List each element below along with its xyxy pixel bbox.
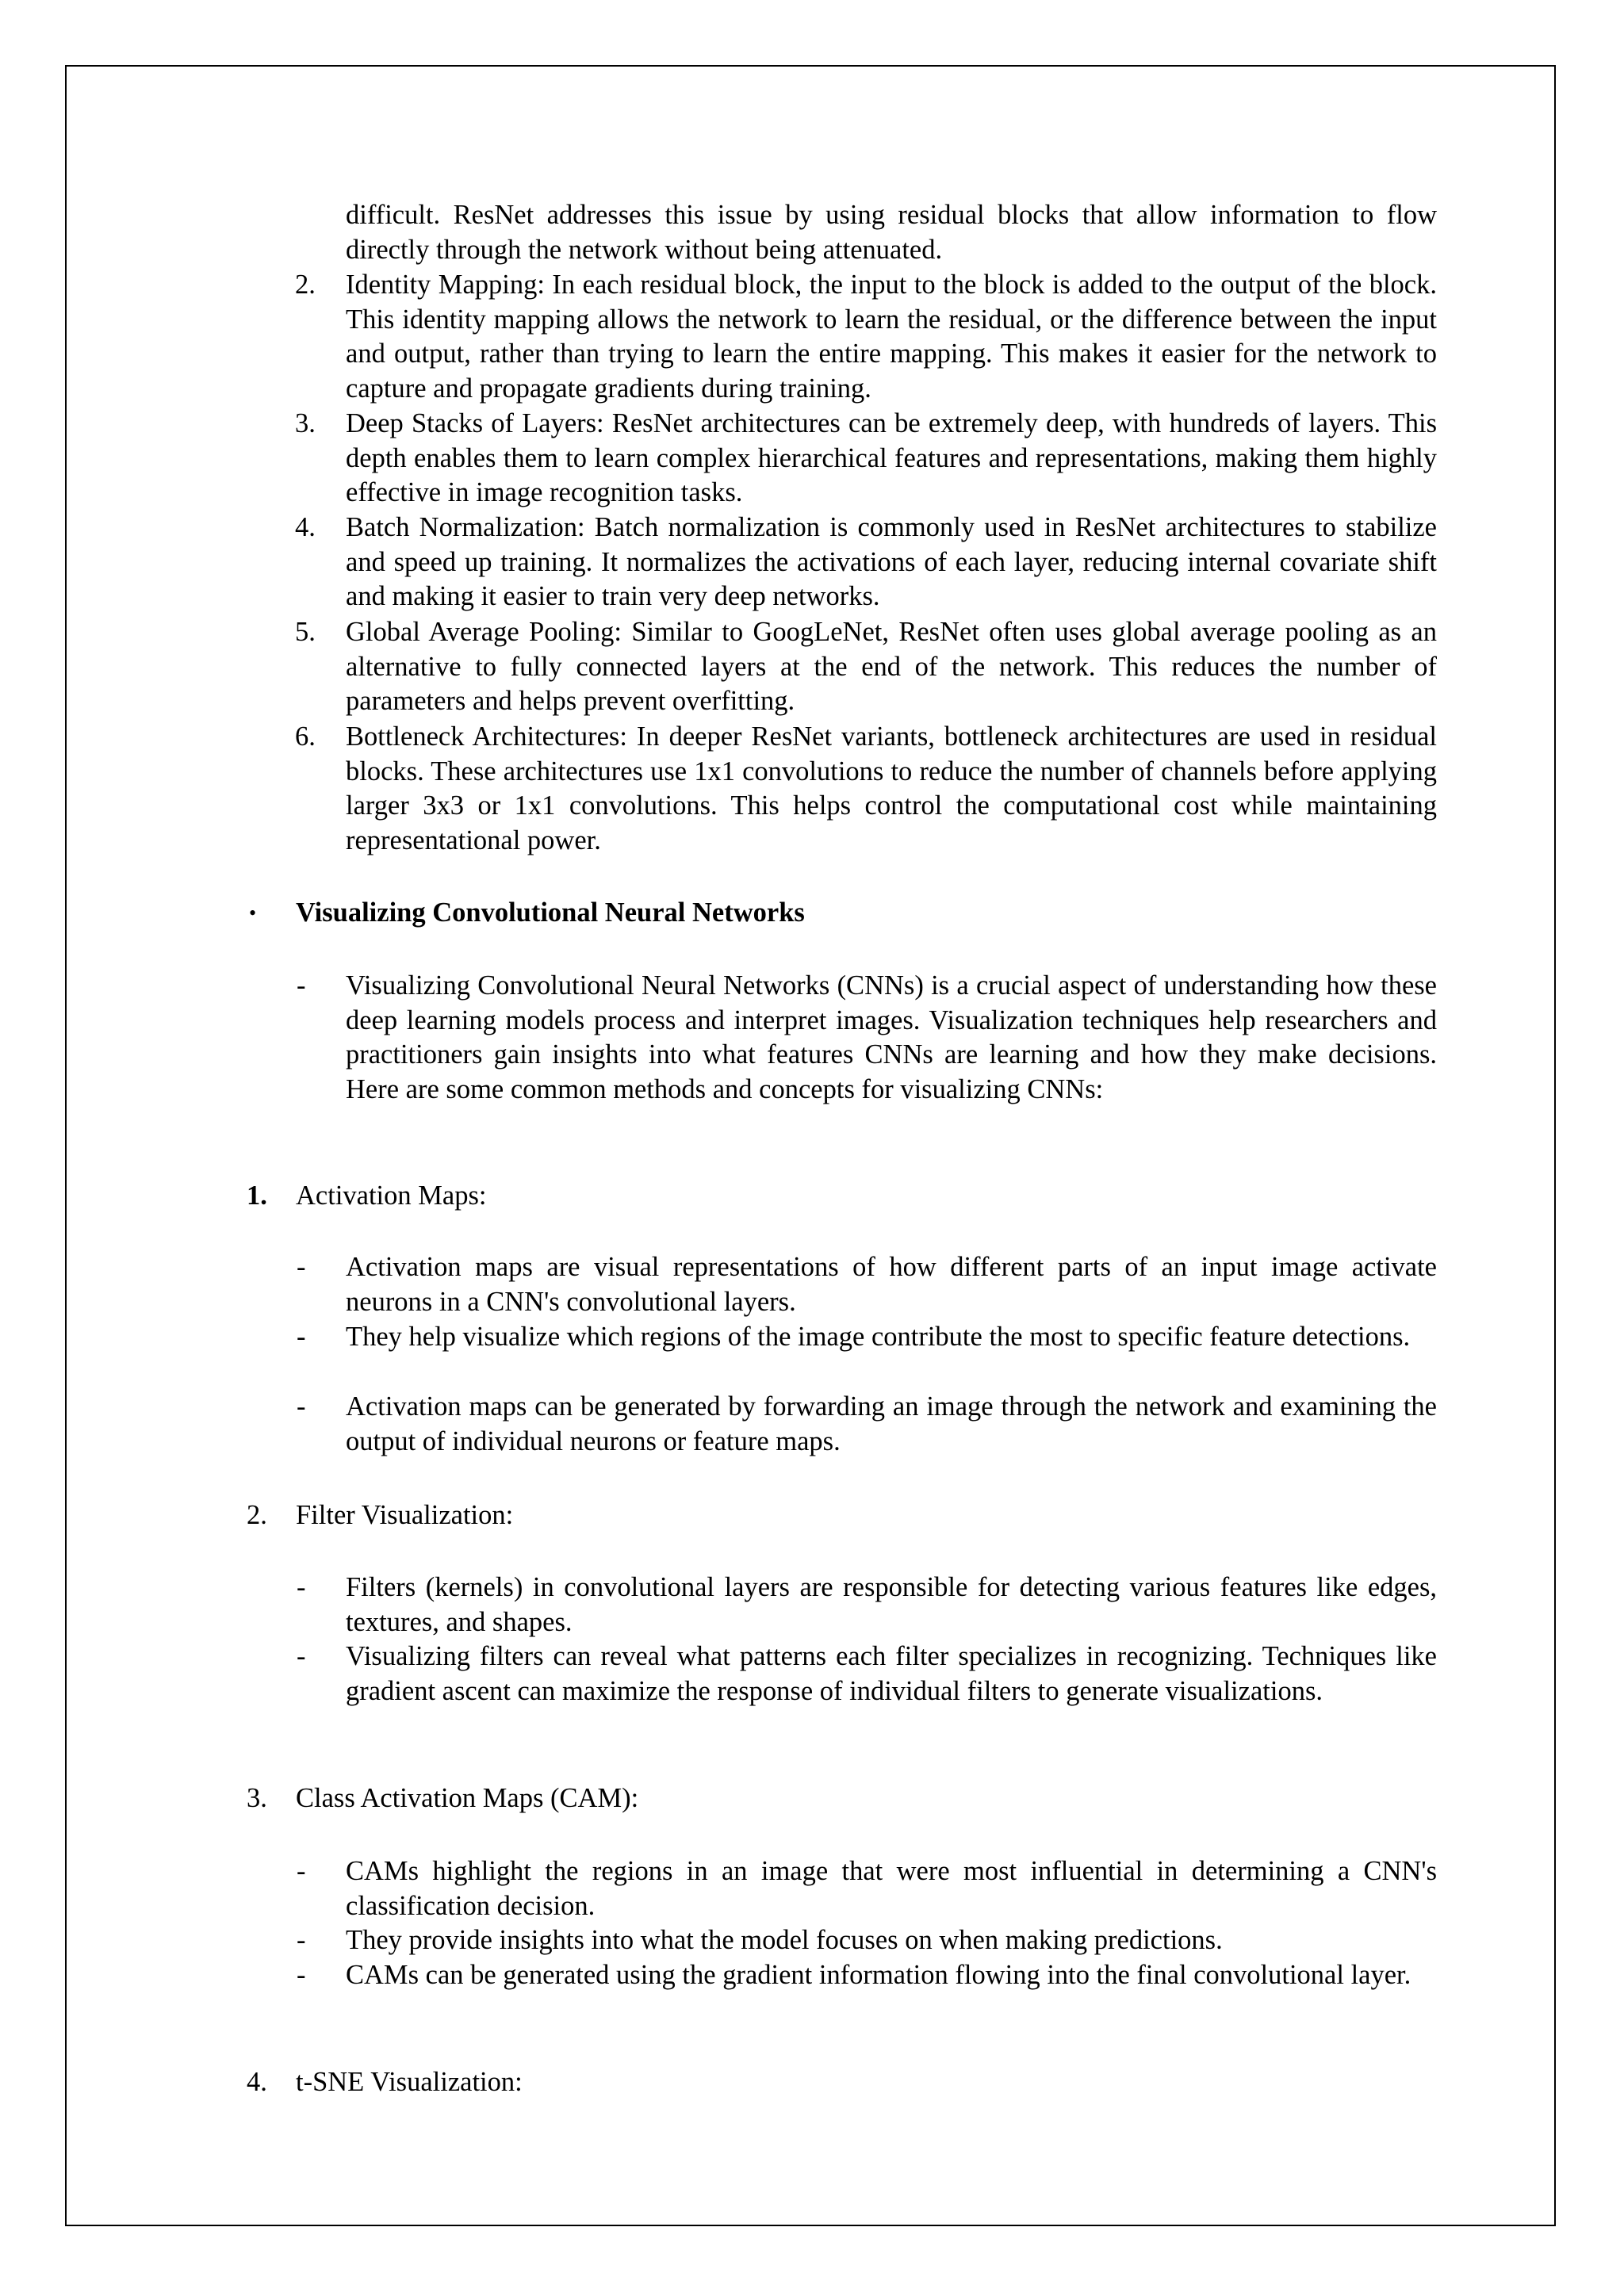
method-title-filter-visualization: Filter Visualization: xyxy=(296,1500,514,1530)
method-point: Filters (kernels) in convolutional layers are responsible for detecting various features like edges, textures, and shapes. xyxy=(346,1572,1437,1637)
method-point: Activation maps can be generated by forwarding an image through the network and examining the output of individual neurons or feature maps. xyxy=(346,1391,1437,1456)
method-point: They help visualize which regions of the image contribute the most to specific feature detections. xyxy=(346,1322,1411,1352)
resnet-item-1-continuation: difficult. ResNet addresses this issue by using residual blocks that allow information to flow directly through the network without being attenuated. xyxy=(346,200,1437,265)
resnet-item-bottleneck: Bottleneck Architectures: In deeper ResNet variants, bottleneck architectures are used in residual blocks. These architectures use 1x1 convolutions to reduce the number of channels before applying larger 3x3 or 1x1 convolutions. This helps control the computational cost while maintaining representational power. xyxy=(346,721,1437,855)
dash-marker: - xyxy=(297,1641,306,1671)
method-number: 3. xyxy=(247,1783,267,1813)
dash-marker: - xyxy=(297,1322,306,1352)
method-number: 1. xyxy=(247,1181,267,1211)
bullet-icon: • xyxy=(249,901,257,924)
method-point: Visualizing filters can reveal what patterns each filter specializes in recognizing. Techniques like gradient ascent can maximize the response of individual filters to generate visualizations. xyxy=(346,1641,1437,1706)
dash-marker: - xyxy=(297,1572,306,1602)
resnet-item-global-average-pooling: Global Average Pooling: Similar to GoogLeNet, ResNet often uses global average pooling as an alternative to fully connected layers at the end of the network. This reduces the number of parameters and helps prevent overfitting. xyxy=(346,617,1437,717)
section-intro: Visualizing Convolutional Neural Networks (CNNs) is a crucial aspect of understanding how these deep learning models process and interpret images. Visualization techniques help researchers and practitioners gain insights into what features CNNs are learning and how they make decisions. Here are some common methods and concepts for visualizing CNNs: xyxy=(346,970,1437,1104)
method-title-class-activation-maps: Class Activation Maps (CAM): xyxy=(296,1783,639,1813)
resnet-item-number: 4. xyxy=(295,512,316,542)
dash-marker: - xyxy=(297,970,306,1001)
resnet-item-batch-normalization: Batch Normalization: Batch normalization is commonly used in ResNet architectures to stabilize and speed up training. It normalizes the activations of each layer, reducing internal covariate shift and making it easier to train very deep networks. xyxy=(346,512,1437,612)
resnet-item-number: 5. xyxy=(295,617,316,647)
resnet-item-number: 2. xyxy=(295,270,316,300)
resnet-item-deep-stacks: Deep Stacks of Layers: ResNet architectures can be extremely deep, with hundreds of layers. This depth enables them to learn complex hierarchical features and representations, making them highly effective in image recognition tasks. xyxy=(346,408,1437,508)
method-point: They provide insights into what the model focuses on when making predictions. xyxy=(346,1925,1223,1955)
dash-marker: - xyxy=(297,1391,306,1422)
resnet-item-number: 3. xyxy=(295,408,316,438)
resnet-item-number: 6. xyxy=(295,721,316,752)
dash-marker: - xyxy=(297,1925,306,1955)
method-point: CAMs highlight the regions in an image that were most influential in determining a CNN's classification decision. xyxy=(346,1856,1437,1921)
resnet-item-identity-mapping: Identity Mapping: In each residual block, the input to the block is added to the output of the block. This identity mapping allows the network to learn the residual, or the difference between the input and output, rather than trying to learn the entire mapping. This makes it easier for the network to capture and propagate gradients during training. xyxy=(346,270,1437,404)
section-heading: Visualizing Convolutional Neural Networks xyxy=(296,897,805,928)
method-number: 2. xyxy=(247,1500,267,1530)
dash-marker: - xyxy=(297,1960,306,1990)
method-title-activation-maps: Activation Maps: xyxy=(296,1181,487,1211)
method-number: 4. xyxy=(247,2067,267,2097)
method-point: Activation maps are visual representations of how different parts of an input image activate neurons in a CNN's convolutional layers. xyxy=(346,1252,1437,1317)
method-point: CAMs can be generated using the gradient information flowing into the final convolutional layer. xyxy=(346,1960,1411,1990)
dash-marker: - xyxy=(297,1252,306,1282)
dash-marker: - xyxy=(297,1856,306,1886)
method-title-tsne-visualization: t-SNE Visualization: xyxy=(296,2067,523,2097)
